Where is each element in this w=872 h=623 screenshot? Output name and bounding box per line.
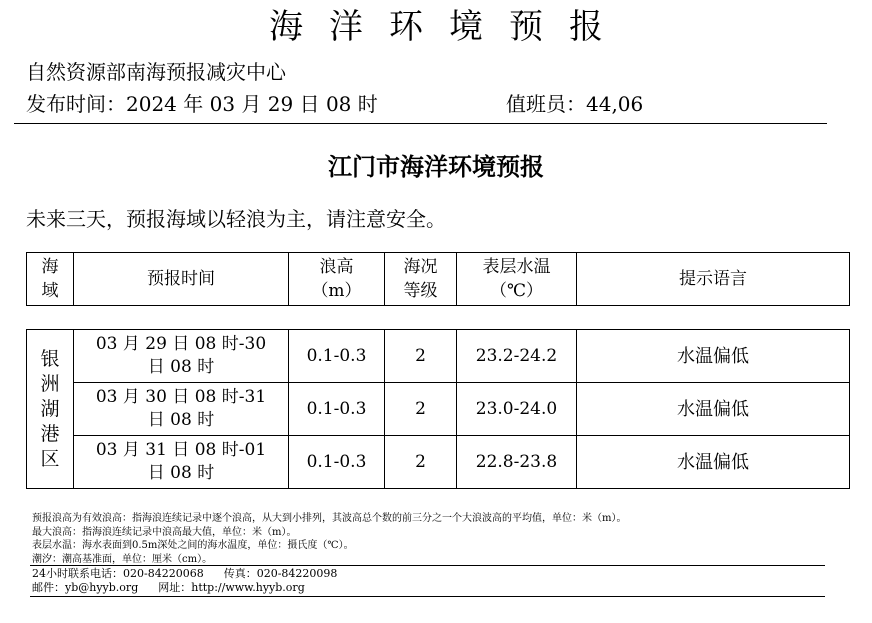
header-water-temp: 表层水温 （℃） — [457, 253, 577, 306]
header-hint: 提示语言 — [577, 253, 850, 306]
footnotes — [32, 512, 832, 566]
hint-text: 水温偏低 — [577, 383, 850, 436]
forecast-time: 03 月 29 日 08 时-30 日 08 时 — [74, 330, 289, 383]
header-wave-height: 浪高 （m） — [289, 253, 385, 306]
footnote-max-wave: 最大浪高：指海浪连续记录中浪高最大值，单位：米（m）。 — [32, 526, 297, 538]
header-region: 海 域 — [27, 253, 74, 306]
report-subtitle: 江门市海洋环境预报 — [328, 152, 544, 181]
water-temp: 23.2-24.2 — [457, 330, 577, 383]
issue-time: 发布时间：2024 年 03 月 29 日 08 时 — [26, 92, 378, 116]
footnote-tide: 潮汐：潮高基准面，单位：厘米（cm）。 — [32, 553, 213, 565]
footnote-water-temp: 表层水温：海水表面到0.5m深处之间的海水温度，单位：摄氏度（℃）。 — [32, 540, 354, 551]
duty-officer: 值班员：44,06 — [506, 92, 644, 116]
issue-line — [26, 90, 826, 118]
sea-state: 2 — [385, 436, 457, 489]
contact-website[interactable]: 网址：http://www.hyyb.org — [158, 581, 305, 594]
table-row — [27, 330, 850, 383]
organization-name: 自然资源部南海预报减灾中心 — [26, 60, 286, 84]
report-summary: 未来三天，预报海域以轻浪为主，请注意安全。 — [26, 207, 446, 231]
page-title: 海洋环境预报 — [269, 7, 629, 47]
footnote-wave-height: 预报浪高为有效浪高：指海浪连续记录中逐个浪高，从大到小排列，其波高总个数的前三分之一个大浪波高的平均值，单位：米（m）。 — [32, 513, 627, 524]
sea-state: 2 — [385, 383, 457, 436]
water-temp: 23.0-24.0 — [457, 383, 577, 436]
header-divider — [14, 123, 827, 124]
forecast-table-body — [26, 329, 850, 489]
forecast-time: 03 月 31 日 08 时-01 日 08 时 — [74, 436, 289, 489]
contact-fax: 传真：020-84220098 — [223, 567, 338, 580]
water-temp: 22.8-23.8 — [457, 436, 577, 489]
wave-height: 0.1-0.3 — [289, 436, 385, 489]
wave-height: 0.1-0.3 — [289, 383, 385, 436]
hint-text: 水温偏低 — [577, 436, 850, 489]
table-row — [27, 383, 850, 436]
wave-height: 0.1-0.3 — [289, 330, 385, 383]
footer-divider — [30, 565, 825, 566]
forecast-table-header — [26, 252, 850, 306]
forecast-time: 03 月 30 日 08 时-31 日 08 时 — [74, 383, 289, 436]
table-row — [27, 436, 850, 489]
contact-info — [32, 567, 337, 595]
hint-text: 水温偏低 — [577, 330, 850, 383]
header-time: 预报时间 — [74, 253, 289, 306]
contact-email[interactable]: 邮件：yb@hyyb.org — [32, 581, 139, 594]
footer-bottom-divider — [30, 596, 825, 597]
contact-phone: 24小时联系电话：020-84220068 — [32, 567, 204, 580]
region-cell: 银 洲 湖 港 区 — [27, 330, 74, 489]
sea-state: 2 — [385, 330, 457, 383]
header-sea-state: 海况 等级 — [385, 253, 457, 306]
